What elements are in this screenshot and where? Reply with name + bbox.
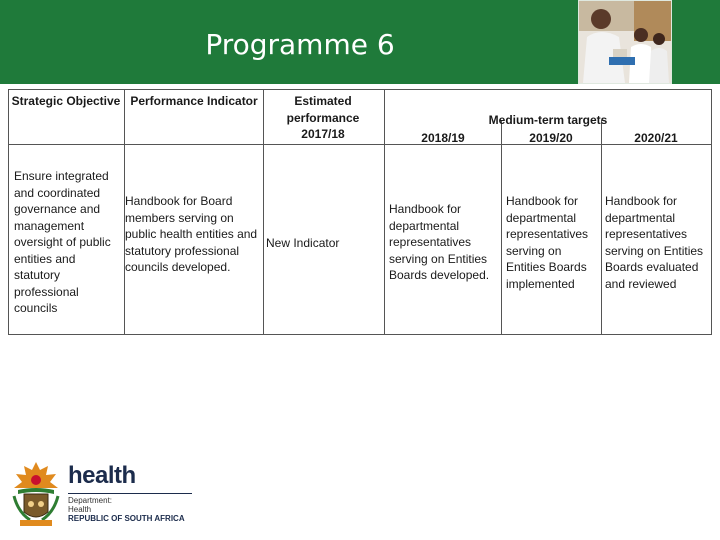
logo-divider [68,493,192,494]
page-title: Programme 6 [205,28,395,61]
coat-of-arms-icon [10,460,62,528]
logo-department-line1: Department: [68,496,113,505]
header-year-2018-19: 2018/19 [421,131,465,145]
column-divider [263,90,264,334]
header-performance-indicator: Performance Indicator [130,94,258,108]
header-photo [578,0,672,84]
logo-department-line2: Health [68,505,92,514]
header-year-2020-21: 2020/21 [634,131,678,145]
column-divider [501,120,502,334]
department-logo [10,460,195,528]
header-estimated-performance: Estimated performance 2017/18 [286,94,360,141]
cell-performance-indicator: Handbook for Board members serving on public health entities and statutory professional councils developed. [125,194,258,274]
column-divider [601,120,602,334]
logo-country: REPUBLIC OF SOUTH AFRICA [68,514,185,523]
header-strategic-objective: Strategic Objective [11,94,121,108]
cell-strategic-objective: Ensure integrated and coordinated governance and management oversight of public entities and statutory professional councils [14,169,111,315]
header-medium-term-targets: Medium-term targets [488,113,608,127]
logo-wordmark: health [68,462,136,489]
header-year-2019-20: 2019/20 [529,131,573,145]
cell-estimated-performance: New Indicator [266,236,340,250]
cell-target-2019-20: Handbook for departmental representatives serving on Entities Boards implemented [506,194,589,291]
cell-target-2018-19: Handbook for departmental representatives serving on Entities Boards developed. [389,202,490,282]
cell-target-2020-21: Handbook for departmental representatives serving on Entities Boards evaluated and reviewed [605,194,704,291]
title-banner [0,0,720,84]
programme-table [8,89,712,335]
logo-department [68,496,112,514]
